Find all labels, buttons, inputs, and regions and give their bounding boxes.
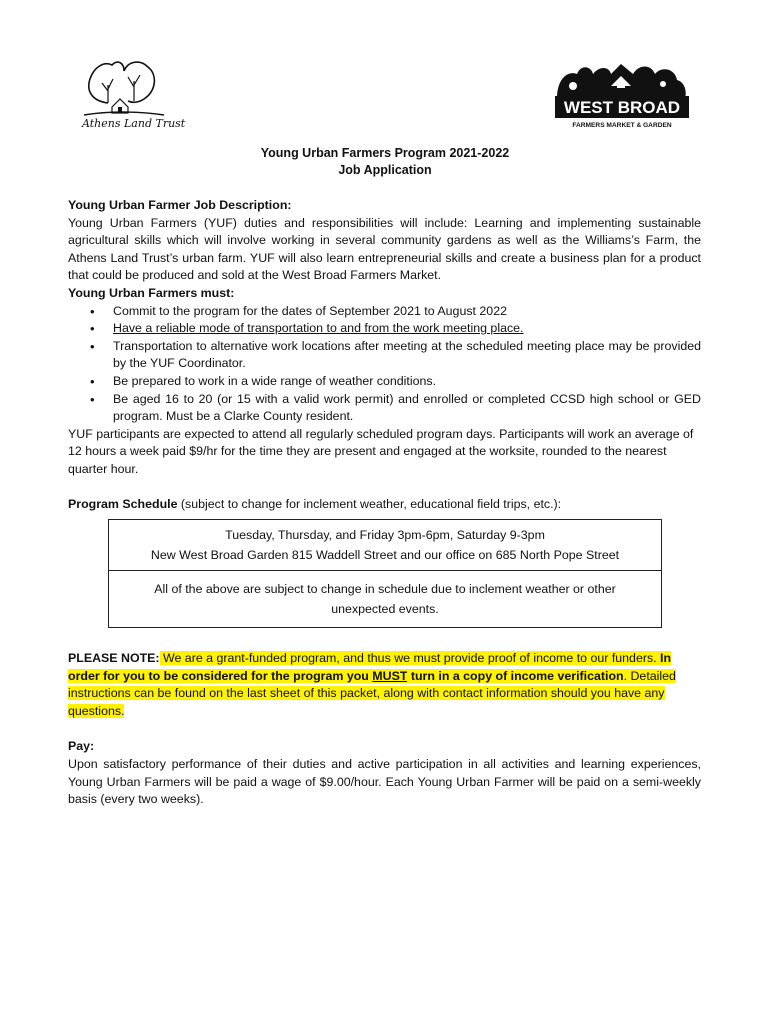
requirement-item: • Transportation to alternative work locations after meeting at the scheduled meeting place may be provided by the YUF Coordinator. bbox=[113, 338, 701, 373]
schedule-subtitle: (subject to change for inclement weather, educational field trips, etc.): bbox=[177, 496, 562, 511]
schedule-days: Tuesday, Thursday, and Friday 3pm-6pm, Saturday 9-3pm bbox=[225, 528, 545, 543]
please-note-label: PLEASE NOTE: bbox=[68, 651, 160, 666]
athens-land-trust-logo-text: Athens Land Trust bbox=[82, 117, 186, 130]
please-note-must: MUST bbox=[372, 668, 408, 683]
west-broad-logo-subtext: FARMERS MARKET & GARDEN bbox=[572, 122, 672, 129]
job-description-title: Young Urban Farmer Job Description: bbox=[68, 198, 292, 212]
please-note-verification: turn in a copy of income verification bbox=[407, 668, 624, 683]
schedule-table bbox=[108, 519, 662, 628]
requirement-item: • Be aged 16 to 20 (or 15 with a valid work permit) and enrolled or completed CCSD high school or GED program. Must be a Clarke County resident. bbox=[113, 391, 701, 426]
requirement-item: • Be prepared to work in a wide range of weather conditions. bbox=[113, 373, 701, 391]
requirements-title: Young Urban Farmers must: bbox=[68, 285, 235, 300]
job-description-text: Young Urban Farmers (YUF) duties and responsibilities will include: Learning and implementing sustainable agricultural skills which will involve working in several community gardens as well as the Williams’s Farm, the Athens Land Trust’s urban farm. YUF will also learn entrepreneurial skills and create a business plan for a product that could be produced and sold at the West Broad Farmers Market. bbox=[68, 215, 701, 283]
please-note-text: We are a grant-funded program, and thus we must provide proof of income to our funders. bbox=[159, 651, 661, 666]
please-note-requirement: In order for you to be considered for the program you bbox=[68, 651, 672, 683]
west-broad-logo bbox=[553, 56, 691, 130]
schedule-note-row bbox=[109, 570, 661, 627]
schedule-heading bbox=[68, 496, 701, 514]
pay-title: Pay: bbox=[68, 739, 95, 754]
schedule-times-row bbox=[109, 520, 661, 570]
schedule-note: All of the above are subject to change in schedule due to inclement weather or other unexpected events. bbox=[154, 582, 616, 617]
schedule-title: Program Schedule bbox=[68, 496, 178, 511]
pay-text: Upon satisfactory performance of their duties and active participation in all activities and learning experiences, Young Urban Farmers will be paid a wage of $9.00/hour. Each Young Urban Farmer will be paid on a semi-weekly basis (every two weeks). bbox=[68, 757, 701, 807]
requirements-list bbox=[68, 303, 701, 426]
please-note-paragraph bbox=[68, 650, 701, 720]
requirement-item: • Commit to the program for the dates of September 2021 to August 2022 bbox=[113, 303, 701, 321]
document-body bbox=[68, 197, 701, 809]
schedule-location: New West Broad Garden 815 Waddell Street and our office on 685 North Pope Street bbox=[150, 548, 620, 563]
please-note-instructions: . Detailed instructions can be found on the last sheet of this packet, along with contact information should you have any questions. bbox=[68, 668, 676, 718]
requirement-item: • Have a reliable mode of transportation to and from the work meeting place. bbox=[113, 320, 701, 338]
west-broad-logo-text: WEST BROAD bbox=[563, 98, 681, 117]
athens-land-trust-logo bbox=[78, 55, 186, 131]
document-heading bbox=[0, 145, 770, 179]
attendance-text: YUF participants are expected to attend all regularly scheduled program days. Participants will work an average of 12 hours a week paid $9/hr for the time they are present and engaged at the worksite, rounded to the nearest quarter hour. bbox=[68, 426, 694, 476]
application-title: Job Application bbox=[338, 163, 432, 177]
program-title: Young Urban Farmers Program 2021-2022 bbox=[260, 146, 510, 160]
